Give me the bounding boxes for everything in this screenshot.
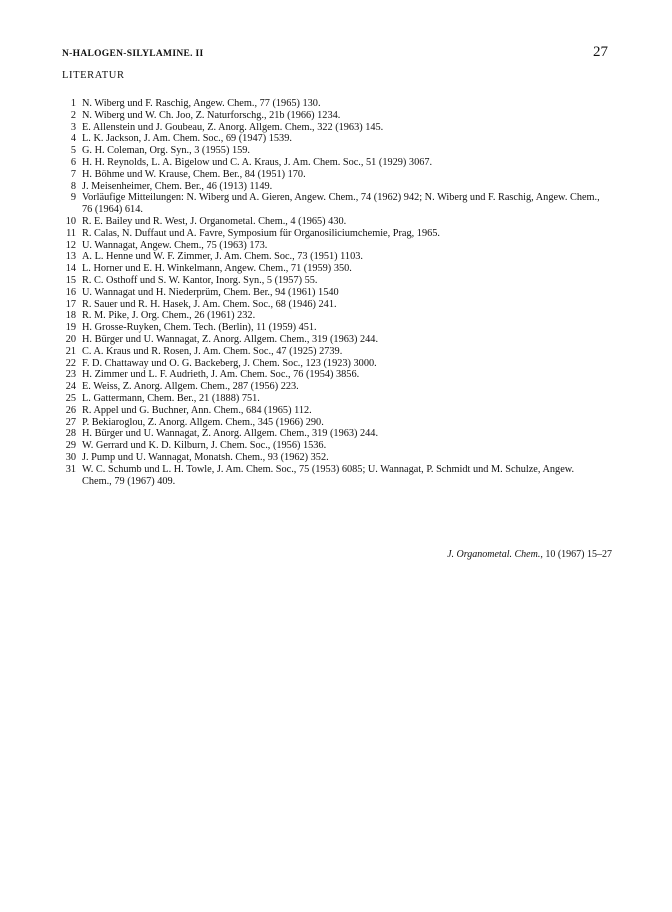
reference-number: 9 [70,192,76,204]
reference-item [60,334,606,346]
page-header [62,44,608,61]
page-number: 27 [593,44,608,60]
reference-number: 24 [65,381,76,393]
reference-number: 5 [70,145,76,157]
reference-list [60,98,606,487]
reference-text: F. D. Chattaway und O. G. Backeberg, J. Chem. Soc., 123 (1923) 3000. [82,357,377,369]
reference-number: 19 [65,322,76,334]
reference-text: C. A. Kraus und R. Rosen, J. Am. Chem. Soc., 47 (1925) 2739. [82,345,343,357]
reference-text: R. Appel und G. Buchner, Ann. Chem., 684 (1965) 112. [82,404,312,416]
reference-item [60,145,606,157]
reference-text: R. Sauer und R. H. Hasek, J. Am. Chem. Soc., 68 (1946) 241. [82,298,337,310]
reference-text: E. Allenstein und J. Goubeau, Z. Anorg. Allgem. Chem., 322 (1963) 145. [82,121,384,133]
reference-text: U. Wannagat und H. Niederprüm, Chem. Ber., 94 (1961) 1540 [82,286,339,298]
reference-number: 13 [65,251,76,263]
reference-number: 30 [65,451,76,463]
reference-text: H. Zimmer und L. F. Audrieth, J. Am. Chem. Soc., 76 (1954) 3856. [82,369,360,381]
reference-item [60,452,606,464]
reference-text: H. Grosse-Ruyken, Chem. Tech. (Berlin), 11 (1959) 451. [82,322,317,334]
reference-item [60,133,606,145]
reference-text: R. M. Pike, J. Org. Chem., 26 (1961) 232. [82,310,256,322]
reference-number: 3 [70,121,76,133]
reference-text: J. Meisenheimer, Chem. Ber., 46 (1913) 1149. [82,180,273,192]
running-head: N-HALOGEN-SILYLAMINE. II [62,49,204,59]
reference-item [60,299,606,311]
reference-text: P. Bekiaroglou, Z. Anorg. Allgem. Chem., 345 (1966) 290. [82,416,324,428]
reference-text: E. Weiss, Z. Anorg. Allgem. Chem., 287 (1956) 223. [82,381,299,393]
reference-item [60,263,606,275]
reference-number: 17 [65,298,76,310]
reference-text: U. Wannagat, Angew. Chem., 75 (1963) 173. [82,239,268,251]
reference-item [60,169,606,181]
reference-text: N. Wiberg und F. Raschig, Angew. Chem., 77 (1965) 130. [82,98,321,109]
reference-text: H. Böhme und W. Krause, Chem. Ber., 84 (1951) 170. [82,168,306,180]
reference-number: 18 [65,310,76,322]
reference-item [60,428,606,440]
reference-item [60,393,606,405]
reference-text: H. H. Reynolds, L. A. Bigelow und C. A. Kraus, J. Am. Chem. Soc., 51 (1929) 3067. [82,156,433,168]
reference-text: A. L. Henne und W. F. Zimmer, J. Am. Chem. Soc., 73 (1951) 1103. [82,251,363,263]
reference-number: 27 [65,416,76,428]
reference-text: Vorläufige Mitteilungen: N. Wiberg und A. Gieren, Angew. Chem., 74 (1962) 942; N. Wiberg und F. Raschig, Angew. Chem., 76 (1964) 614. [82,192,600,216]
section-title: LITERATUR [62,70,125,81]
reference-number: 4 [70,133,76,145]
footer-citation: , 10 (1967) 15–27 [540,549,612,560]
reference-number: 26 [65,404,76,416]
reference-item [60,464,606,488]
reference-number: 2 [70,109,76,121]
reference-item [60,110,606,122]
reference-number: 1 [70,98,76,109]
reference-text: W. Gerrard und K. D. Kilburn, J. Chem. Soc., (1956) 1536. [82,440,327,452]
reference-item [60,322,606,334]
reference-item [60,381,606,393]
reference-text: N. Wiberg und W. Ch. Joo, Z. Naturforschg., 21b (1966) 1234. [82,109,341,121]
reference-item [60,440,606,452]
reference-text: R. E. Bailey und R. West, J. Organometal. Chem., 4 (1965) 430. [82,215,347,227]
reference-number: 31 [65,463,76,475]
reference-number: 8 [70,180,76,192]
reference-item [60,251,606,263]
reference-number: 21 [65,345,76,357]
reference-number: 29 [65,440,76,452]
reference-item [60,417,606,429]
reference-number: 11 [66,227,76,239]
reference-number: 28 [65,428,76,440]
reference-item [60,122,606,134]
reference-text: H. Bürger und U. Wannagat, Z. Anorg. Allgem. Chem., 319 (1963) 244. [82,428,379,440]
reference-text: R. C. Osthoff und S. W. Kantor, Inorg. Syn., 5 (1957) 55. [82,274,318,286]
reference-number: 14 [65,263,76,275]
reference-item [60,346,606,358]
reference-item [60,181,606,193]
reference-text: L. K. Jackson, J. Am. Chem. Soc., 69 (1947) 1539. [82,133,292,145]
reference-number: 20 [65,333,76,345]
reference-item [60,157,606,169]
footer-journal: J. Organometal. Chem. [447,549,541,560]
reference-text: G. H. Coleman, Org. Syn., 3 (1955) 159. [82,145,250,157]
reference-number: 22 [65,357,76,369]
reference-number: 10 [65,215,76,227]
reference-number: 15 [65,274,76,286]
reference-text: W. C. Schumb und L. H. Towle, J. Am. Chem. Soc., 75 (1953) 6085; U. Wannagat, P. Schmidt und M. Schulze, Angew. Chem., 79 (1967) 409. [82,463,575,487]
reference-text: J. Pump und U. Wannagat, Monatsh. Chem., 93 (1962) 352. [82,451,329,463]
reference-item [60,192,606,216]
reference-text: L. Horner und E. H. Winkelmann, Angew. Chem., 71 (1959) 350. [82,263,352,275]
reference-number: 16 [65,286,76,298]
reference-number: 7 [70,168,76,180]
reference-item [60,369,606,381]
reference-item [60,98,606,110]
reference-item [60,216,606,228]
reference-item [60,310,606,322]
reference-text: R. Calas, N. Duffaut und A. Favre, Symposium für Organosiliciumchemie, Prag, 1965. [82,227,440,239]
reference-number: 25 [65,392,76,404]
reference-item [60,405,606,417]
reference-number: 23 [65,369,76,381]
journal-footer [447,549,612,560]
reference-text: H. Bürger und U. Wannagat, Z. Anorg. Allgem. Chem., 319 (1963) 244. [82,333,379,345]
reference-item [60,228,606,240]
reference-text: L. Gattermann, Chem. Ber., 21 (1888) 751. [82,392,260,404]
reference-item [60,275,606,287]
reference-number: 12 [65,239,76,251]
reference-item [60,240,606,252]
reference-number: 6 [70,156,76,168]
reference-item [60,287,606,299]
reference-item [60,358,606,370]
